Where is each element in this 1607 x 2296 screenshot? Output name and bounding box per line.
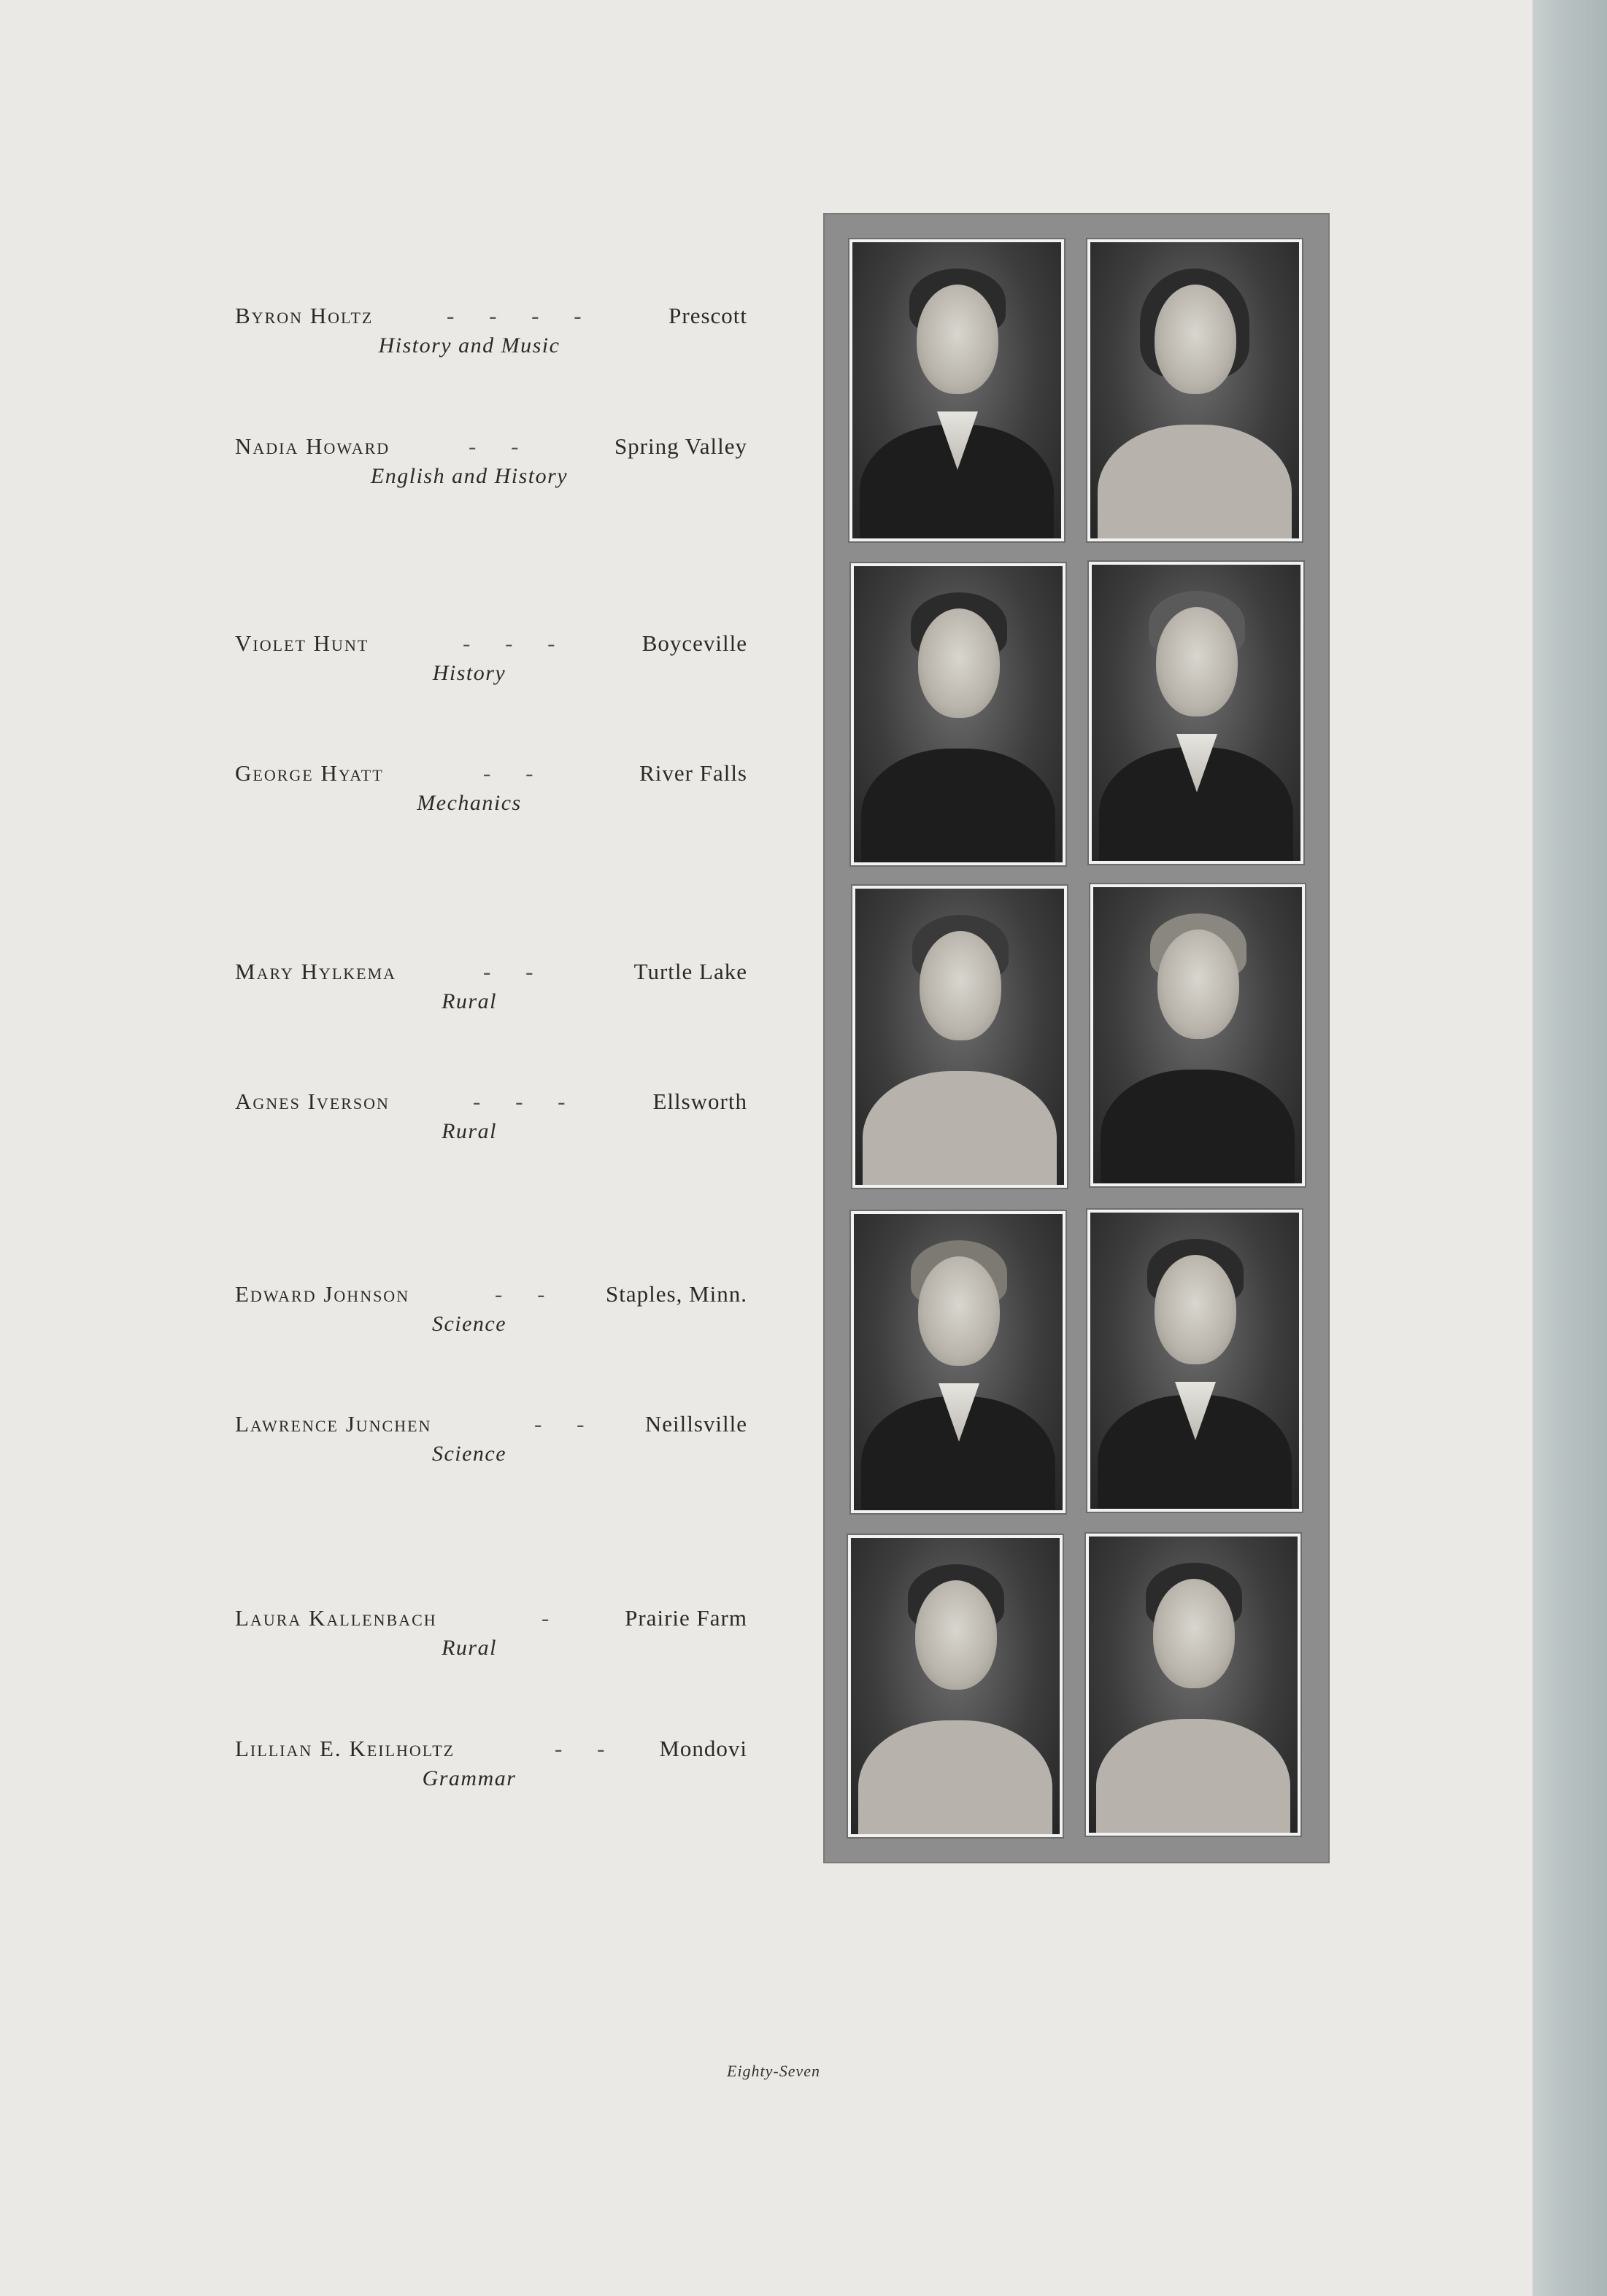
student-course: History and Music (378, 333, 560, 357)
portrait-photo (1089, 562, 1303, 864)
student-entry (235, 430, 747, 503)
portrait-photo (852, 886, 1067, 1188)
student-course: Rural (442, 989, 497, 1013)
leader-dashes: - - (534, 1411, 599, 1437)
student-hometown: River Falls (639, 760, 747, 786)
student-course: Mechanics (417, 791, 522, 815)
student-course: Rural (442, 1119, 497, 1143)
student-entry (235, 1085, 747, 1158)
student-entry (235, 299, 747, 372)
portrait-photo (1086, 1534, 1300, 1836)
student-name: Laura Kallenbach (235, 1605, 437, 1631)
student-entry (235, 955, 747, 1028)
student-name: Mary Hylkema (235, 959, 397, 984)
portrait-photo (851, 563, 1065, 865)
student-name: Edward Johnson (235, 1281, 410, 1307)
student-hometown: Neillsville (644, 1411, 747, 1437)
portrait-photo (1087, 1210, 1302, 1512)
student-name: Violet Hunt (235, 630, 369, 656)
student-hometown: Spring Valley (614, 433, 747, 459)
portrait-photo (849, 239, 1064, 541)
student-name: Byron Holtz (235, 303, 374, 328)
student-name: Lawrence Junchen (235, 1411, 432, 1437)
student-course: Science (431, 1442, 507, 1466)
student-hometown: Turtle Lake (633, 959, 747, 984)
portrait-photo (851, 1211, 1065, 1513)
page-number: Eighty-Seven (727, 2062, 821, 2080)
student-hometown: Mondovi (659, 1736, 747, 1761)
student-course: History (432, 661, 506, 685)
student-entry (235, 627, 747, 700)
student-course: English and History (370, 464, 569, 488)
student-entry (235, 1601, 747, 1674)
leader-dashes: - - (483, 760, 548, 786)
student-name: George Hyatt (235, 760, 384, 786)
leader-dashes: - - (469, 433, 533, 459)
leader-dashes: - - (495, 1281, 560, 1307)
student-entry (235, 1732, 747, 1805)
leader-dashes: - - - - (447, 303, 596, 328)
student-course: Rural (442, 1636, 497, 1660)
student-hometown: Boyceville (641, 630, 747, 656)
student-hometown: Ellsworth (652, 1089, 747, 1114)
leader-dashes: - (542, 1605, 564, 1631)
student-entry (235, 1278, 747, 1350)
leader-dashes: - - - (473, 1089, 580, 1114)
page-edge (1533, 0, 1607, 2296)
portrait-photo (848, 1535, 1063, 1837)
student-hometown: Prescott (668, 303, 747, 328)
student-name: Agnes Iverson (235, 1089, 390, 1114)
leader-dashes: - - (555, 1736, 620, 1761)
student-course: Grammar (422, 1766, 517, 1790)
portrait-panel (823, 213, 1330, 1863)
student-hometown: Prairie Farm (625, 1605, 747, 1631)
student-course: Science (431, 1312, 507, 1336)
student-name: Lillian E. Keilholtz (235, 1736, 455, 1761)
portrait-photo (1090, 884, 1305, 1186)
leader-dashes: - - - (463, 630, 570, 656)
student-name: Nadia Howard (235, 433, 390, 459)
portrait-photo (1087, 239, 1302, 541)
student-entry (235, 757, 747, 830)
student-hometown: Staples, Minn. (606, 1281, 747, 1307)
student-entry (235, 1407, 747, 1480)
leader-dashes: - - (483, 959, 548, 984)
